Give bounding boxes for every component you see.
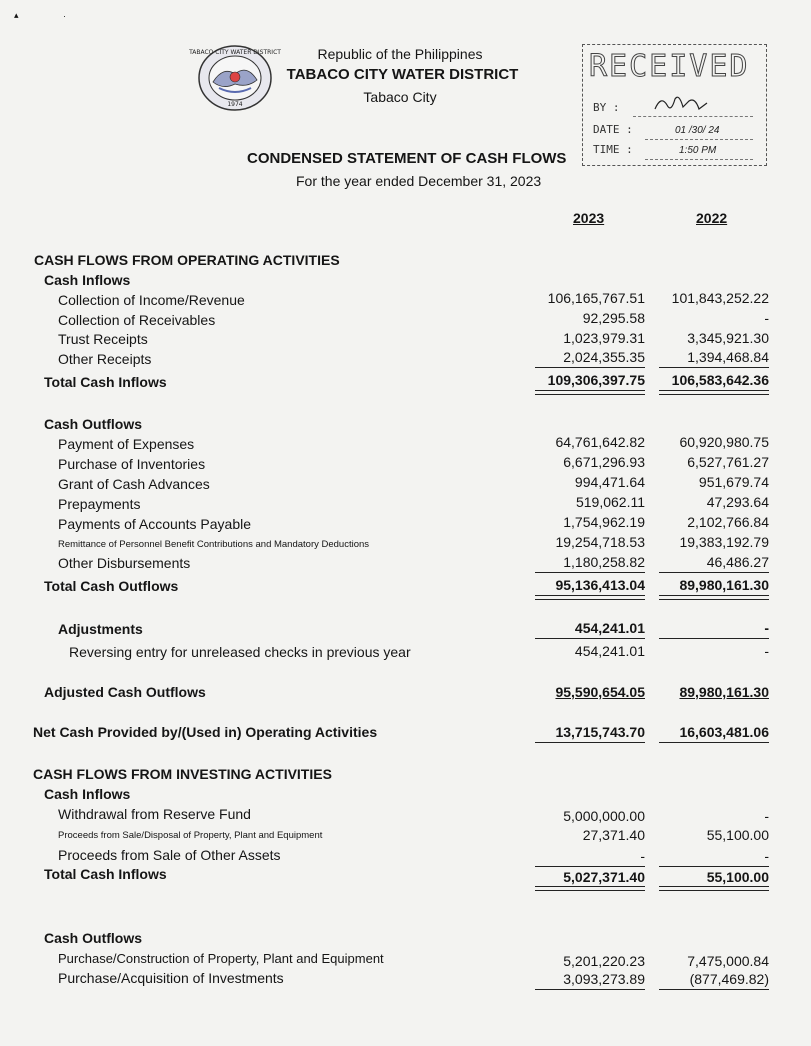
double-rule [659, 595, 769, 600]
outflow-label: Remittance of Personnel Benefit Contributions and Mandatory Deductions [58, 539, 370, 550]
outflow-2023: 6,671,296.93 [563, 454, 645, 470]
inflow-2022: 101,843,252.22 [671, 290, 769, 306]
rule [535, 742, 645, 743]
inflow-2023: 1,023,979.31 [563, 330, 645, 346]
stamp-title: RECEIVED [589, 49, 750, 84]
total-inflows-label: Total Cash Inflows [44, 374, 167, 390]
total-inflows-2023: 109,306,397.75 [547, 372, 645, 388]
inflow-label: Other Receipts [58, 351, 152, 367]
outflow-label: Payments of Accounts Payable [58, 516, 251, 532]
outflow-2023: 994,471.64 [574, 474, 645, 490]
statement-title: CONDENSED STATEMENT OF CASH FLOWS [247, 150, 567, 167]
investing-inflow-label: Withdrawal from Reserve Fund [58, 806, 251, 822]
city-line: Tabaco City [363, 89, 437, 105]
stamp-time-label: TIME : [593, 143, 633, 156]
double-rule [535, 390, 645, 395]
adjustments-2023: 454,241.01 [574, 620, 645, 636]
operating-inflows-heading: Cash Inflows [44, 272, 131, 288]
inflow-label: Trust Receipts [58, 331, 148, 347]
double-rule [535, 595, 645, 600]
rule [659, 866, 769, 867]
net-operating-2023: 13,715,743.70 [555, 724, 645, 740]
outflow-2022: 951,679.74 [698, 474, 769, 490]
adjustment-item-2022: - [764, 643, 769, 659]
investing-inflow-label: Proceeds from Sale of Other Assets [58, 847, 281, 863]
investing-outflow-2022: 7,475,000.84 [687, 953, 769, 969]
outflow-label: Payment of Expenses [58, 436, 195, 452]
total-inflows-2022: 106,583,642.36 [671, 372, 769, 388]
investing-total-inflows-label: Total Cash Inflows [44, 866, 167, 882]
water-district-seal-icon [189, 44, 281, 112]
outflow-2023: 19,254,718.53 [555, 534, 645, 550]
investing-total-inflows-2023: 5,027,371.40 [563, 869, 645, 885]
investing-inflow-2022: 55,100.00 [706, 827, 769, 843]
district-name: TABACO CITY WATER DISTRICT [286, 66, 519, 83]
operating-heading: CASH FLOWS FROM OPERATING ACTIVITIES [34, 252, 340, 268]
signature-icon [651, 91, 711, 117]
adjusted-outflows-label: Adjusted Cash Outflows [44, 684, 206, 700]
outflow-2022: 6,527,761.27 [687, 454, 769, 470]
received-stamp [582, 44, 767, 166]
column-2023-header: 2023 [573, 210, 605, 226]
investing-outflow-2023: 5,201,220.23 [563, 953, 645, 969]
double-rule [659, 390, 769, 395]
stamp-time-line [645, 159, 753, 160]
rule [535, 989, 645, 990]
outflow-label: Other Disbursements [58, 555, 191, 571]
inflow-2023: 2,024,355.35 [563, 349, 645, 365]
adjusted-outflows-2022: 89,980,161.30 [679, 684, 769, 700]
stamp-date-line [645, 139, 753, 140]
scan-mark: ▴ [14, 10, 19, 20]
inflow-2023: 92,295.58 [582, 310, 645, 326]
column-2022-header: 2022 [696, 210, 728, 226]
rule [659, 989, 769, 990]
double-rule [659, 886, 769, 891]
investing-outflow-2023: 3,093,273.89 [563, 971, 645, 987]
outflow-label: Purchase of Inventories [58, 456, 206, 472]
adjustments-label: Adjustments [58, 621, 143, 637]
outflow-2023: 1,180,258.82 [563, 554, 645, 570]
investing-outflow-label: Purchase/Acquisition of Investments [58, 970, 284, 986]
outflow-2022: 2,102,766.84 [687, 514, 769, 530]
investing-inflows-heading: Cash Inflows [44, 786, 131, 802]
operating-outflows-heading: Cash Outflows [44, 416, 143, 432]
adjustment-item-label: Reversing entry for unreleased checks in previous year [69, 644, 411, 660]
rule [535, 572, 645, 573]
outflow-label: Prepayments [58, 496, 141, 512]
investing-heading: CASH FLOWS FROM INVESTING ACTIVITIES [33, 766, 332, 782]
stamp-date-value: 01 /30/ 24 [675, 125, 720, 136]
investing-inflow-2023: - [640, 848, 645, 864]
rule [659, 367, 769, 368]
outflow-2023: 64,761,642.82 [555, 434, 645, 450]
inflow-label: Collection of Income/Revenue [58, 292, 245, 308]
investing-inflow-2022: - [764, 808, 769, 824]
stamp-time-value: 1:50 PM [679, 145, 717, 156]
investing-inflow-2022: - [764, 848, 769, 864]
rule [535, 638, 645, 639]
investing-outflow-label: Purchase/Construction of Property, Plant and Equipment [58, 951, 384, 966]
rule [659, 572, 769, 573]
net-operating-label: Net Cash Provided by/(Used in) Operating Activities [33, 724, 378, 740]
investing-outflow-2022: (877,469.82) [689, 971, 769, 987]
adjustments-2022: - [764, 620, 769, 636]
inflow-2022: 1,394,468.84 [687, 349, 769, 365]
investing-inflow-label: Proceeds from Sale/Disposal of Property, Plant and Equipment [58, 830, 323, 841]
rule [535, 367, 645, 368]
scan-mark: · [63, 11, 66, 21]
adjustment-item-2023: 454,241.01 [574, 643, 645, 659]
inflow-label: Collection of Receivables [58, 312, 216, 328]
inflow-2022: - [764, 310, 769, 326]
total-outflows-label: Total Cash Outflows [44, 578, 179, 594]
investing-outflows-heading: Cash Outflows [44, 930, 143, 946]
investing-total-inflows-2022: 55,100.00 [706, 869, 769, 885]
stamp-by-label: BY : [593, 101, 620, 114]
stamp-date-label: DATE : [593, 123, 633, 136]
outflow-2023: 1,754,962.19 [563, 514, 645, 530]
outflow-label: Grant of Cash Advances [58, 476, 210, 492]
double-rule [535, 886, 645, 891]
outflow-2023: 519,062.11 [575, 494, 645, 510]
rule [535, 866, 645, 867]
statement-period: For the year ended December 31, 2023 [296, 173, 542, 189]
adjusted-outflows-2023: 95,590,654.05 [555, 684, 645, 700]
outflow-2022: 19,383,192.79 [679, 534, 769, 550]
rule [659, 742, 769, 743]
total-outflows-2023: 95,136,413.04 [555, 577, 645, 593]
net-operating-2022: 16,603,481.06 [679, 724, 769, 740]
rule [659, 638, 769, 639]
investing-inflow-2023: 27,371.40 [582, 827, 645, 843]
outflow-2022: 60,920,980.75 [679, 434, 769, 450]
outflow-2022: 47,293.64 [706, 494, 769, 510]
republic-line: Republic of the Philippines [317, 46, 483, 62]
inflow-2023: 106,165,767.51 [547, 290, 645, 306]
total-outflows-2022: 89,980,161.30 [679, 577, 769, 593]
svg-text:TABACO CITY WATER DISTRICT: TABACO CITY WATER DISTRICT [189, 49, 281, 56]
investing-inflow-2023: 5,000,000.00 [563, 808, 645, 824]
inflow-2022: 3,345,921.30 [687, 330, 769, 346]
outflow-2022: 46,486.27 [706, 554, 769, 570]
svg-text:1974: 1974 [227, 101, 243, 108]
